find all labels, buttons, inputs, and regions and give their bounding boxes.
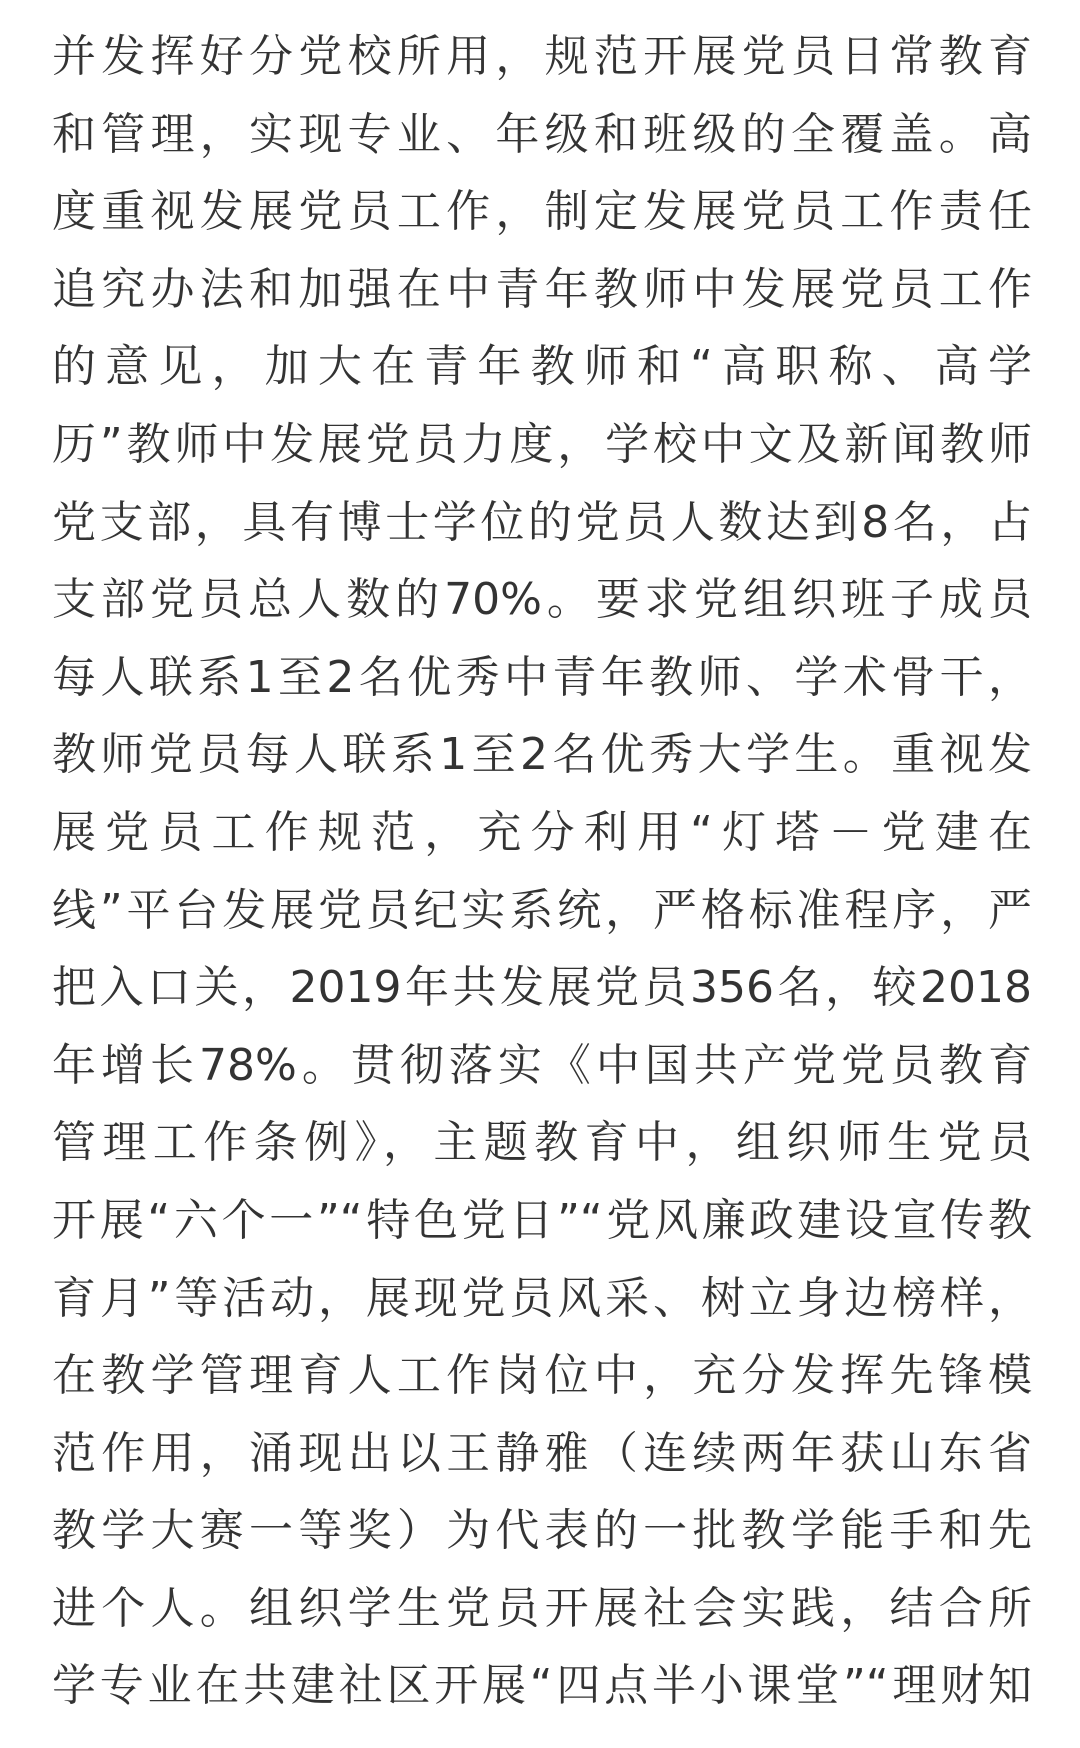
text-line: 在教学管理育人工作岗位中，充分发挥先锋模	[52, 1350, 1032, 1402]
text-line: 学专业在共建社区开展“四点半小课堂”“理财知	[52, 1660, 1032, 1712]
text-line: 和管理，实现专业、年级和班级的全覆盖。高	[52, 108, 1032, 160]
text-line: 支部党员总人数的70%。要求党组织班子成员	[52, 574, 1032, 626]
text-line: 度重视发展党员工作，制定发展党员工作责任	[52, 186, 1032, 238]
text-line: 管理工作条例》，主题教育中，组织师生党员	[52, 1117, 1032, 1169]
text-line: 范作用，涌现出以王静雅（连续两年获山东省	[52, 1427, 1032, 1479]
text-line: 教学大赛一等奖）为代表的一批教学能手和先	[52, 1505, 1032, 1557]
text-line: 追究办法和加强在中青年教师中发展党员工作	[52, 263, 1032, 315]
text-line: 的意见，加大在青年教师和“高职称、高学	[52, 341, 1032, 393]
text-line: 开展“六个一”“特色党日”“党风廉政建设宣传教	[52, 1194, 1032, 1246]
text-line: 党支部，具有博士学位的党员人数达到8名，占	[52, 496, 1032, 548]
text-line: 进个人。组织学生党员开展社会实践，结合所	[52, 1582, 1032, 1634]
text-line: 线”平台发展党员纪实系统，严格标准程序，严	[52, 884, 1032, 936]
text-line: 每人联系1至2名优秀中青年教师、学术骨干，	[52, 651, 1032, 703]
text-line: 教师党员每人联系1至2名优秀大学生。重视发	[52, 729, 1032, 781]
text-line: 育月”等活动，展现党员风采、树立身边榜样，	[52, 1272, 1032, 1324]
text-line: 历”教师中发展党员力度，学校中文及新闻教师	[52, 418, 1032, 470]
text-line: 展党员工作规范，充分利用“灯塔－党建在	[52, 806, 1032, 858]
text-line: 并发挥好分党校所用，规范开展党员日常教育	[52, 31, 1032, 82]
text-line: 把入口关，2019年共发展党员356名，较2018	[52, 962, 1032, 1014]
text-line: 年增长78%。贯彻落实《中国共产党党员教育	[52, 1039, 1032, 1091]
article-body	[52, 18, 1032, 1725]
